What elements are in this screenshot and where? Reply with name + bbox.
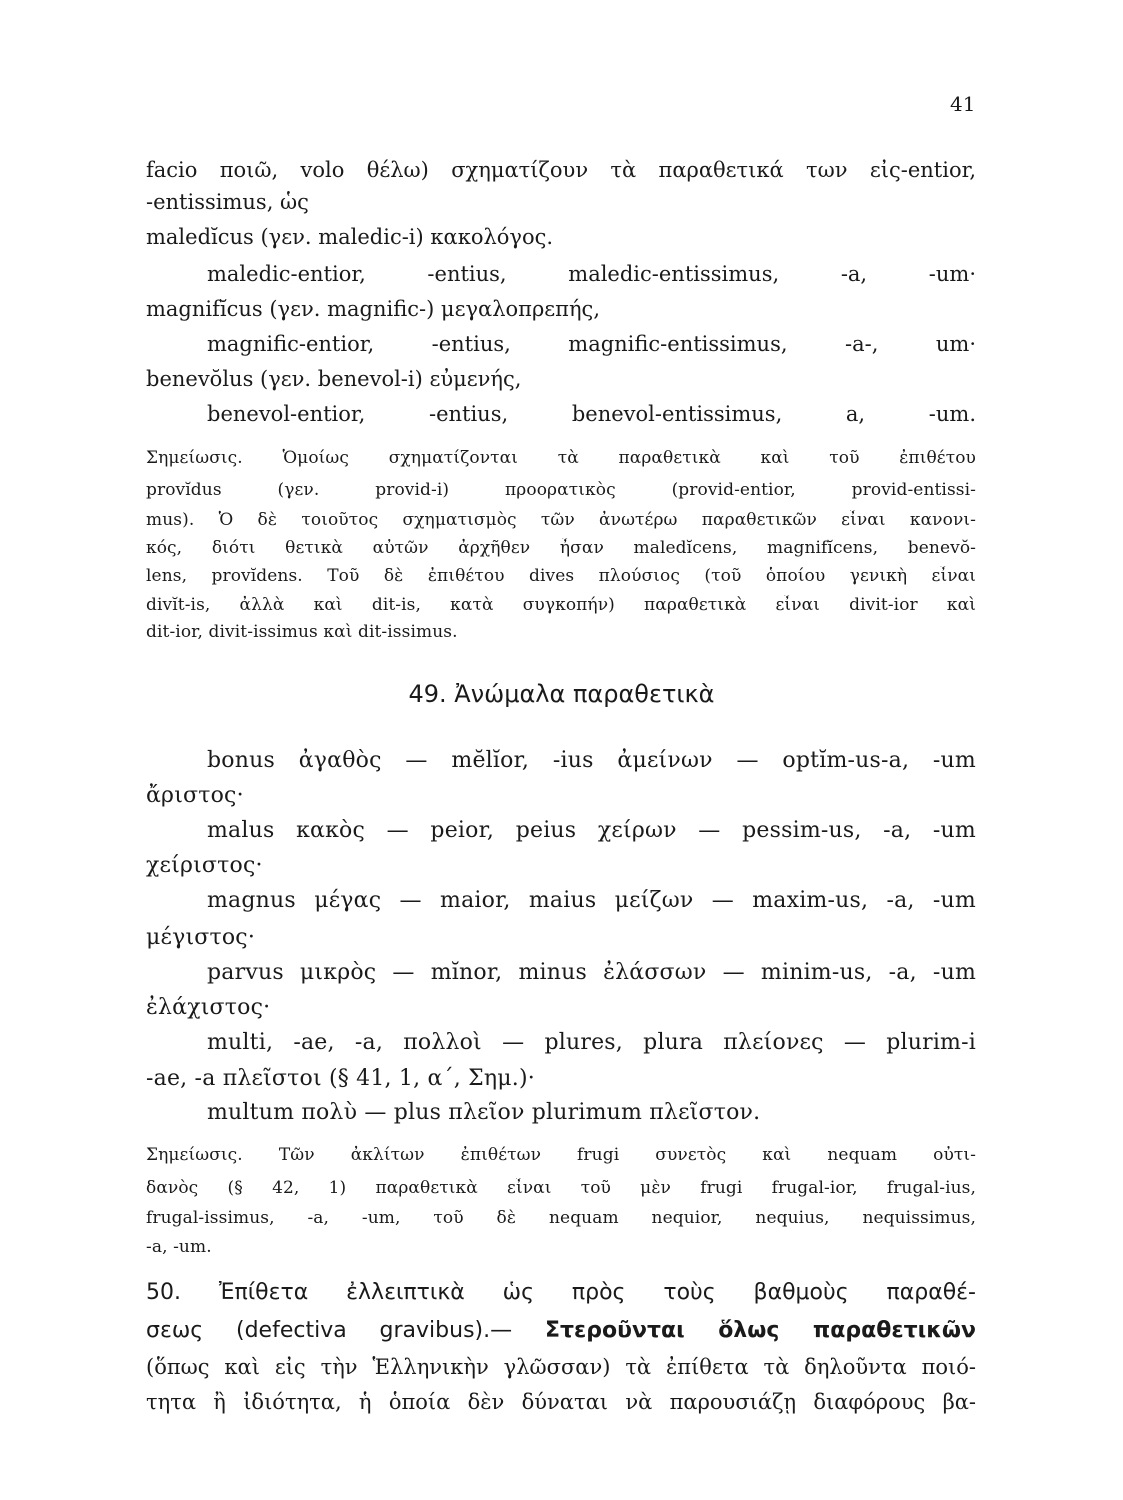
text-line: multi, -ae, -a, πολλοὶ — plures, plura πλείονες — plurim-i — [207, 1030, 976, 1055]
text-line: benevŏlus (γεν. benevol-i) εὐμενής, — [146, 367, 522, 391]
text-line: parvus μικρὸς — mĭnor, minus ἐλάσσων — minim-us, -a, -um — [207, 960, 976, 985]
text-line: χείριστος· — [146, 853, 263, 878]
section-title-50: 50. Ἐπίθετα ἐλλειπτικὰ ὡς πρὸς τοὺς βαθμοὺς παραθέ- — [146, 1280, 976, 1305]
section-title-50-latin: σεως (defectiva gravibus).— — [146, 1318, 513, 1343]
section-heading-49: 49. Ἀνώμαλα παραθετικὰ — [408, 680, 715, 708]
note-line: -a, -um. — [146, 1237, 212, 1257]
text-line: ἐλάχιστος· — [146, 995, 271, 1020]
page-number: 41 — [950, 92, 976, 116]
text-line: ἄριστος· — [146, 783, 244, 808]
text-line: -entissimus, ὡς — [146, 190, 309, 214]
note-line: κός, διότι θετικὰ αὐτῶν ἀρχῆθεν ἦσαν maledĭcens, magnifĭcens, benevŏ- — [146, 538, 976, 558]
text-line: (ὅπως καὶ εἰς τὴν Ἑλληνικὴν γλῶσσαν) τὰ ἐπίθετα τὰ δηλοῦντα ποιό- — [146, 1355, 976, 1379]
note-line: divĭt-is, ἀλλὰ καὶ dit-is, κατὰ συγκοπήν) παραθετικὰ εἶναι divit-ior καὶ — [146, 595, 976, 615]
text-line: bonus ἀγαθὸς — mĕlĭor, -ius ἀμείνων — optĭm-us-a, -um — [207, 748, 976, 773]
text-line: magnifĭcus (γεν. magnific-) μεγαλοπρεπής, — [146, 297, 600, 321]
text-line: τητα ἢ ἰδιότητα, ἡ ὁποία δὲν δύναται νὰ παρουσιάζῃ διαφόρους βα- — [146, 1390, 976, 1414]
text-line: maledic-entior, -entius, maledic-entissimus, -a, -um· — [207, 262, 976, 286]
note-line: lens, provĭdens. Τοῦ δὲ ἐπιθέτου dives πλούσιος (τοῦ ὁποίου γενικὴ εἶναι — [146, 566, 976, 586]
text-line: malus κακὸς — peior, peius χείρων — pessim-us, -a, -um — [207, 818, 976, 843]
note-line: frugal-issimus, -a, -um, τοῦ δὲ nequam nequior, nequius, nequissimus, — [146, 1208, 976, 1228]
text-line: -ae, -a πλεῖστοι (§ 41, 1, α΄, Σημ.)· — [146, 1066, 535, 1091]
section-title-50-bold: Στεροῦνται ὅλως παραθετικῶν — [544, 1318, 976, 1343]
text-line: magnific-entior, -entius, magnific-entissimus, -a-, um· — [207, 332, 976, 356]
text-line: magnus μέγας — maior, maius μείζων — maxim-us, -a, -um — [207, 888, 976, 913]
note-line: Σημείωσις. Ὁμοίως σχηματίζονται τὰ παραθετικὰ καὶ τοῦ ἐπιθέτου — [146, 448, 976, 468]
note-line: mus). Ὁ δὲ τοιοῦτος σχηματισμὸς τῶν ἀνωτέρω παραθετικῶν εἶναι κανονι- — [146, 510, 976, 530]
note-line: dit-ior, divit-issimus καὶ dit-issimus. — [146, 622, 458, 642]
note-line: δανὸς (§ 42, 1) παραθετικὰ εἶναι τοῦ μὲν frugi frugal-ior, frugal-ius, — [146, 1178, 976, 1198]
text-line: maledĭcus (γεν. maledic-i) κακολόγος. — [146, 225, 554, 249]
text-line: μέγιστος· — [146, 925, 256, 950]
text-line: facio ποιῶ, volo θέλω) σχηματίζουν τὰ παραθετικά των εἰς-entior, — [146, 158, 976, 182]
note-line: provĭdus (γεν. provid-i) προορατικὸς (provid-entior, provid-entissi- — [146, 480, 976, 500]
section-title-50-cont — [146, 1318, 976, 1343]
text-line: benevol-entior, -entius, benevol-entissimus, a, -um. — [207, 402, 976, 426]
note-line: Σημείωσις. Τῶν ἀκλίτων ἐπιθέτων frugi συνετὸς καὶ nequam οὐτι- — [146, 1145, 976, 1165]
text-line: multum πολὺ — plus πλεῖον plurimum πλεῖστον. — [207, 1100, 761, 1125]
